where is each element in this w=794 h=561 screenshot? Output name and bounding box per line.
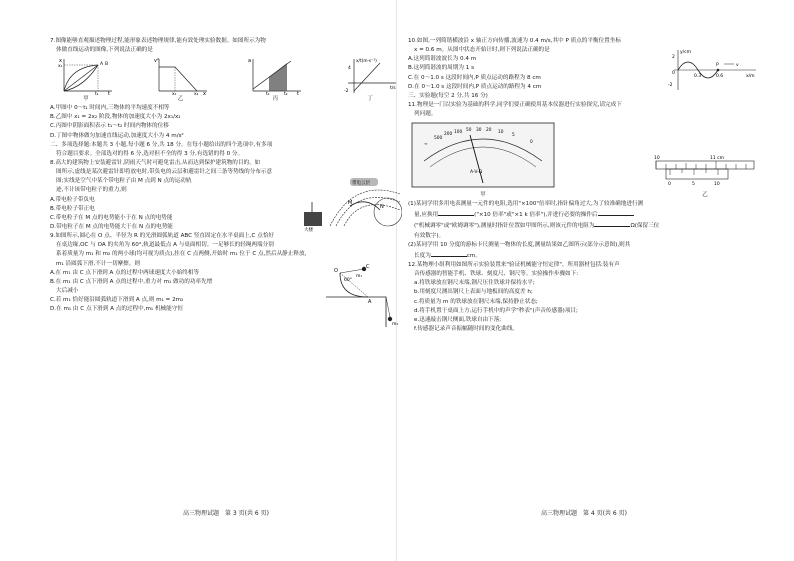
q11-part2-line (408, 251, 760, 261)
q7-option-a: A.甲图中 0～t₁ 时间内,三物体的平均速度不相等 (50, 105, 170, 112)
q7-stem: 7.图像能够直观描述物理过程,能形象表述物理规律,能有效处理实验数据。如图所示为物 (50, 38, 266, 44)
q11-part2-line: (2)某同学用 10 分度的游标卡尺测量一物体的长度,测量结果如乙图所示(部分示意图),则其 (408, 241, 631, 248)
graph-caption: 丁 (367, 95, 373, 102)
caliper-svg (652, 151, 758, 191)
tick-label: -2 (668, 83, 673, 88)
tick-label: 0.3 (694, 74, 702, 79)
answer-blank (431, 251, 467, 257)
graph-ding-svg (340, 57, 400, 95)
q11-part1-text: ("×10 倍率"或"×1 k 倍率"),并进行必要的操作后 (474, 212, 598, 219)
q7-option-c: C.丙图中阴影面积表示 t₁～t₂ 时间内物体的位移 (50, 123, 169, 130)
q7-option-d: D.丁图中物体做匀加速直线运动,加速度大小为 4 m/s² (50, 132, 184, 139)
q9-line: 在桌边缘,OC 与 OA 的夹角为 60°,轨道最低点 A 与桌面相切。一足够长的轻绳两端分别 (56, 242, 274, 249)
scale-label: 10 (654, 155, 660, 161)
question-11 (408, 102, 760, 260)
q12-line: 12.某物理小组利用如图所示实验装置来"验证机械能守恒定律"。所用器材包括:装有声 (408, 261, 620, 268)
graph-yi-svg (153, 57, 209, 95)
section-2-header (50, 142, 402, 159)
axis-label: y/cm (680, 50, 692, 55)
question-9 (50, 233, 402, 328)
q8-line: 图所示,虚线是某次避雷针即将放电时,带负电的云层和避雷针之间三条等势线的分布示意 (56, 169, 273, 176)
q11-part2-text: cm。 (466, 252, 481, 259)
graph-jia-svg (58, 57, 114, 95)
figure-label: A (368, 299, 372, 306)
mark-label: -2 (343, 88, 349, 94)
q10-option-a: A.这列简谐波波长为 0.4 m (408, 56, 477, 63)
q11-figures (408, 121, 760, 199)
q11-part1-text: Ω(保留三位 (630, 223, 660, 230)
figure-label: O (334, 268, 338, 275)
graph-bing-svg (247, 57, 303, 95)
scale-label: 200 (444, 131, 453, 137)
q12-step: e.迅速敲击钢尺侧面,铁球自由下落; (414, 316, 502, 323)
q12-step: d.将手机置于桌面上方,运行手机中的声学"秒表"(声音传感器)项目; (414, 307, 578, 314)
graph-jia (54, 57, 118, 103)
exam-page-3 (50, 38, 402, 518)
q11-part1-line (408, 210, 760, 220)
mark-label: x₁ (171, 91, 177, 95)
question-12 (408, 262, 760, 334)
q12-step: a.将铁球放在钢尺末端,钢尺压住铁球并保持水平; (414, 280, 535, 287)
q8-lightning-figure (292, 176, 402, 232)
graph-caption: 甲 (83, 95, 89, 102)
tick-label: 2 (672, 55, 675, 60)
axis-label: x (202, 90, 206, 95)
question-10 (408, 38, 760, 91)
q11-part1-line (408, 221, 760, 231)
q10-line: 10.如图,一列简谐横波沿 x 轴正方向传播,波速为 0.4 m/s,其中 P 质点的平衡位置坐标 (408, 38, 621, 44)
q9-line: 9.如图所示,圆心在 O 点、半径为 R 的光滑圆弧轨道 ABC 竖直固定在水平桌面上,C 点恰好 (50, 233, 275, 240)
q8-option-d: D.带电粒子在 M 点的电势能大于在 N 点的电势能 (50, 223, 173, 230)
figure-label: m₁ (356, 274, 363, 280)
q9-line: 系着质量为 m₁ 和 m₂ 的两小球(均可视为质点),挂在 C 点两侧,开始时 m₁ 位于 C 点,然后从静止释放, (56, 251, 307, 258)
q10-wave-figure (664, 48, 760, 92)
q11-part1-line: 有效数字)。 (414, 232, 445, 239)
scale-label: 11 cm (710, 155, 725, 161)
graph-caption: 丙 (272, 95, 279, 102)
q9-option-b: B.在 m₁ 由 C 点下滑到 A 点的过程中,重力对 m₁ 做功的功率先增 (50, 278, 213, 285)
q9-track-figure (320, 263, 402, 329)
axis-label: x/t(m·s⁻¹) (355, 58, 377, 64)
section-3-header: 三、实验题(每空 2 分,共 16 分) (408, 92, 488, 99)
q8-line: 迹,不计该带电粒子的重力,则 (56, 187, 127, 194)
exam-page-4 (408, 38, 760, 518)
figure-label: M (348, 199, 353, 206)
axis-label: t (108, 90, 110, 95)
figure-label: N (380, 203, 384, 210)
scale-label: 100 (454, 129, 463, 135)
q8-option-a: A.带电粒子带负电 (50, 196, 95, 203)
q7-option-b-text: B.乙图中 x₁ = 2x₂ 阶段,物体的加速度大小为 (50, 114, 163, 121)
q9-option-d: D.在 m₁ 由 C 点下滑到 A 点的过程中,m₁ 机械能守恒 (50, 306, 183, 313)
scale-label: 500 (434, 135, 443, 141)
axis-label: a (248, 57, 252, 64)
section-2-line-2: 符合题目要求。全部选对的得 6 分,选对但不全的得 3 分,有选错的得 0 分。 (56, 150, 244, 157)
scale-label: 0 (668, 181, 671, 187)
q12-step: f.传感器记录声音振幅随时间的变化曲线。 (414, 325, 519, 332)
q8-line: 图;实线是空气中某个带电粒子由 M 点到 N 点的运动轨 (56, 178, 192, 185)
q7-graphs (54, 57, 402, 103)
curve-label: A (100, 61, 104, 67)
scale-label: 20 (486, 127, 492, 133)
axis-label: t/s (389, 85, 396, 91)
answer-blank (598, 210, 634, 216)
q12-line: 音传感器的智能手机、铁球、刻度尺、钢尺等。实验操作步骤如下: (414, 271, 579, 278)
q8-option-c: C.带电粒子在 M 点的电势能小于在 N 点的电势能 (50, 214, 173, 221)
axis-label: v² (153, 57, 159, 64)
scale-label: 5 (512, 132, 515, 138)
q10-option-d: D.在 0～1.0 s 这段时间内,P 质点运动的路程为 4 cm (408, 83, 542, 90)
q9-option-a: A.在 m₁ 由 C 点下滑到 A 点的过程中两球速度大小始终相等 (50, 269, 200, 276)
tick-label: 0.6 (716, 74, 724, 79)
mark-label: x₁ (58, 63, 63, 69)
figure-label: 60° (344, 278, 352, 284)
q11-part1-line: (1)某同学用多用电表测量一元件的电阻,选用"×100"倍率时,指针偏角过大,为了较准确地进行测 (408, 201, 644, 208)
scale-label: 30 (476, 127, 482, 133)
axis-label: x/m (746, 74, 755, 79)
figure-caption: 甲 (480, 191, 486, 198)
answer-blank (438, 210, 474, 216)
section-2-line-1: 二、多项选择题:本题共 3 小题,每小题 6 分,共 18 分。在每小题给出的四个选项中,有多项 (50, 141, 273, 148)
q9-option-b-cont: 大后减小 (56, 287, 79, 294)
page-footer: 高三物理试题 第 3 页(共 6 页) (183, 509, 269, 517)
graph-yi (149, 57, 213, 103)
answer-blank (594, 221, 630, 227)
q11-part1-text: ("机械调零"或"欧姆调零"),测量时指针位置如甲图所示,则该元件的电阻为 (414, 223, 595, 230)
scale-label: 0 (530, 139, 533, 145)
q10-option-c: C.在 0～1.0 s 这段时间内,P 质点运动的路程为 8 cm (408, 74, 541, 81)
figure-label: 大楼 (304, 227, 313, 232)
q7-option-b (50, 114, 402, 122)
mark-label: t₂ (284, 91, 288, 95)
scale-label: 10 (714, 181, 720, 187)
velocity-label: v (736, 63, 739, 68)
scale-label: 5 (692, 181, 695, 187)
mark-label: x₂ (193, 91, 199, 95)
figure-label: m₂ (392, 322, 399, 328)
axis-label: t (297, 90, 300, 95)
scale-label: 10 (498, 129, 504, 135)
q9-line: m₁ 沿圆弧下滑,不计一切摩擦。则 (56, 260, 140, 267)
q12-step: c.将质量为 m 的铁球放在钢尺末端,保持静止状态; (414, 298, 538, 305)
q9-option-c: C.若 m₁ 恰好能沿圆弧轨道下滑到 A 点,则 m₁ = 2m₂ (50, 297, 184, 304)
q10-option-b: B.这列简谐波的周期为 1 s (408, 65, 474, 72)
question-7 (50, 38, 402, 140)
q7-option-b-fraction: 2x₁/x₂ (163, 114, 181, 121)
multimeter-svg (410, 121, 556, 191)
multimeter-figure (408, 121, 558, 199)
curve-label: B (105, 61, 109, 67)
q12-step: b.用刻度尺测出钢尺上表面与地板间的高度差 h; (414, 289, 533, 296)
q11-part1-text: 量,应换用 (414, 212, 439, 219)
mark-label: t₁ (266, 91, 270, 95)
graph-caption: 乙 (177, 95, 184, 102)
page-footer: 高三物理试题 第 4 页(共 6 页) (541, 509, 627, 517)
q11-part2-text: 长度为 (414, 252, 431, 259)
figure-caption: 乙 (702, 191, 708, 198)
q8-line: 8.高大的建筑物上安装避雷针,阴雨天气时可避免雷击,从而达到保护建筑物的目的。如 (50, 159, 261, 166)
figure-label: 带电云层 (352, 180, 370, 186)
scale-label: ∞ (424, 141, 428, 147)
graph-ding (338, 57, 402, 103)
point-label: P (716, 63, 719, 68)
figure-label: C (366, 264, 370, 271)
meter-unit-label: A-V-Ω (470, 169, 483, 175)
scale-label: 50 (466, 127, 472, 133)
mark-label: t₁ (95, 91, 99, 95)
axis-label: x (59, 57, 62, 64)
mark-label: 4 (347, 65, 351, 71)
q7-stem-2: 体做直线运动的图像,下列说法正确的是 (56, 47, 153, 54)
q11-line: 列问题。 (414, 111, 437, 118)
question-8 (50, 160, 402, 232)
q8-option-b: B.带电粒子带正电 (50, 205, 95, 212)
tick-label: 0 (672, 71, 675, 76)
caliper-figure (650, 151, 760, 199)
q11-line: 11.物理是一门以实验为基础的科学,同学们要正确使用基本仪器进行实验探究,请完成下 (408, 101, 622, 108)
q10-line: x = 0.6 m。从图中状态开始计时,则下列说法正确的是 (414, 47, 550, 54)
graph-bing (243, 57, 307, 103)
